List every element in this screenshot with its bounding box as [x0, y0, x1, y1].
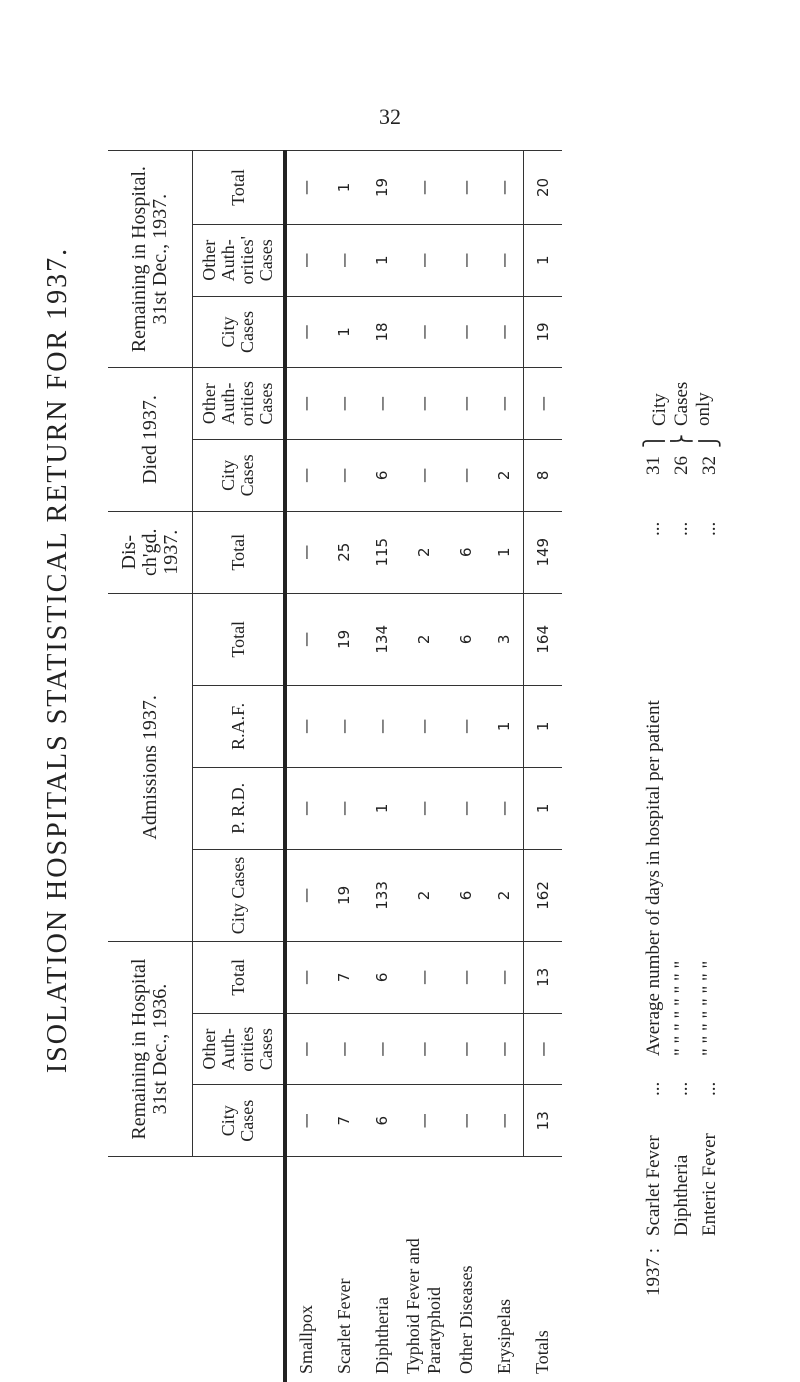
footnote-dots: ...	[671, 496, 693, 536]
footnote-disease: Scarlet Fever	[643, 1096, 665, 1236]
group-remaining-1936: Remaining in Hospital 31st Dec., 1936.	[108, 942, 193, 1157]
footnote-row	[668, 16, 696, 1336]
subhead-total-1936: Total	[193, 942, 286, 1014]
table-cell: 6	[363, 942, 401, 1014]
table-cell: 1	[363, 767, 401, 849]
table-cell: 6	[447, 511, 485, 593]
table-row	[447, 151, 485, 1382]
table-cell: —	[285, 296, 325, 368]
footnote-brace: ⎫	[643, 426, 666, 456]
row-label: Scarlet Fever	[325, 1157, 363, 1382]
table-cell: —	[285, 849, 325, 941]
table-cell: 1	[485, 685, 524, 767]
table-cell: —	[285, 593, 325, 685]
table-cell: —	[447, 368, 485, 440]
table-cell: —	[485, 151, 524, 225]
footnote-dots: ...	[671, 1056, 693, 1096]
table-row	[524, 151, 563, 1382]
subhead-other-rem: Other Auth- orities' Cases	[193, 224, 286, 296]
table-cell: 18	[363, 296, 401, 368]
footnote-year: 1937 :	[643, 1236, 665, 1296]
table-cell: 1	[524, 767, 563, 849]
table-cell: —	[325, 767, 363, 849]
row-label-header	[108, 1157, 285, 1382]
table-cell: —	[285, 767, 325, 849]
page-number: 32	[360, 104, 420, 130]
table-cell: —	[485, 224, 524, 296]
table-cell: 6	[363, 1085, 401, 1157]
table-cell: 2	[401, 511, 447, 593]
table-cell: 2	[401, 849, 447, 941]
table-cell: 1	[363, 224, 401, 296]
table-cell: 1	[485, 511, 524, 593]
table-cell: —	[401, 767, 447, 849]
table-cell: 19	[325, 593, 363, 685]
table-cell: —	[285, 224, 325, 296]
table-cell: —	[485, 942, 524, 1014]
table-cell: —	[447, 1013, 485, 1085]
table-cell: —	[447, 767, 485, 849]
table-cell: —	[363, 1013, 401, 1085]
footnote-dots: ...	[643, 1056, 665, 1096]
footnote-dots: ...	[643, 496, 665, 536]
table-cell: 13	[524, 942, 563, 1014]
footnote-row	[640, 16, 668, 1336]
footnote-value: 32	[699, 456, 721, 496]
table-cell: 115	[363, 511, 401, 593]
subhead-prd: P. R.D.	[193, 767, 286, 849]
subhead-city-cases-adm: City Cases	[193, 849, 286, 941]
footnote-disease: Diphtheria	[671, 1096, 693, 1236]
table-cell: —	[401, 368, 447, 440]
table-cell: —	[447, 685, 485, 767]
table-cell: —	[285, 942, 325, 1014]
table-cell: 6	[447, 593, 485, 685]
group-discharged: Dis-ch'gd. 1937.	[108, 511, 193, 593]
row-label: Erysipelas	[485, 1157, 524, 1382]
table-row	[363, 151, 401, 1382]
table-row	[325, 151, 363, 1382]
table-cell: —	[447, 296, 485, 368]
table-cell: —	[285, 511, 325, 593]
table-cell: 1	[325, 151, 363, 225]
table-cell: 13	[524, 1085, 563, 1157]
group-admissions: Admissions 1937.	[108, 593, 193, 941]
subhead-total-rem: Total	[193, 151, 286, 225]
row-label: Diphtheria	[363, 1157, 401, 1382]
subhead-raf: R.A.F.	[193, 685, 286, 767]
table-cell: —	[285, 151, 325, 225]
row-label: Totals	[524, 1157, 563, 1382]
table-cell: —	[485, 1085, 524, 1157]
table-cell: —	[285, 440, 325, 512]
table-cell: —	[325, 1013, 363, 1085]
footnote-row	[696, 16, 724, 1336]
subhead-other-auth-1936: Other Auth- orities Cases	[193, 1013, 286, 1085]
footnote-text: " " " " " " " "	[671, 536, 693, 1056]
group-remaining-1937: Remaining in Hospital. 31st Dec., 1937.	[108, 151, 193, 368]
footnote-dots: ...	[699, 496, 721, 536]
table-cell: 2	[401, 593, 447, 685]
table-row	[401, 151, 447, 1382]
subhead-total-adm: Total	[193, 593, 286, 685]
table-cell: —	[485, 767, 524, 849]
subhead-city-cases-1936: City Cases	[193, 1085, 286, 1157]
subhead-city-died: City Cases	[193, 440, 286, 512]
table-cell: —	[447, 1085, 485, 1157]
footnote-suffix: City Cases only	[649, 346, 715, 426]
footnote-disease: Enteric Fever	[699, 1096, 721, 1236]
table-cell: —	[447, 440, 485, 512]
footnote-value: 31	[643, 456, 665, 496]
return-table	[108, 150, 562, 1382]
table-cell: —	[401, 685, 447, 767]
table-cell: —	[447, 224, 485, 296]
table-cell: 19	[524, 296, 563, 368]
table-cell: 7	[325, 942, 363, 1014]
table-cell: —	[363, 685, 401, 767]
table-cell: 6	[447, 849, 485, 941]
footnote	[640, 16, 770, 1336]
table-cell: —	[524, 368, 563, 440]
table-cell: —	[285, 1085, 325, 1157]
table-cell: —	[285, 1013, 325, 1085]
table-cell: —	[485, 368, 524, 440]
subhead-total-dis: Total	[193, 511, 286, 593]
table-cell: 162	[524, 849, 563, 941]
table-cell: 6	[363, 440, 401, 512]
table-cell: —	[325, 685, 363, 767]
table-cell: 1	[325, 296, 363, 368]
subhead-city-rem: City Cases	[193, 296, 286, 368]
row-label: Other Diseases	[447, 1157, 485, 1382]
table-cell: —	[325, 440, 363, 512]
footnote-text: " " " " " " " "	[699, 536, 721, 1056]
table-cell: 1	[524, 224, 563, 296]
table-cell: 164	[524, 593, 563, 685]
table-row	[285, 151, 325, 1382]
row-label: Smallpox	[285, 1157, 325, 1382]
table-cell: 1	[524, 685, 563, 767]
table-cell: 19	[363, 151, 401, 225]
table-cell: —	[447, 151, 485, 225]
table-cell: 8	[524, 440, 563, 512]
footnote-brace: ⎬	[671, 426, 694, 456]
table-cell: —	[325, 224, 363, 296]
row-label: Typhoid Fever and Paratyphoid	[401, 1157, 447, 1382]
group-died: Died 1937.	[108, 368, 193, 511]
table-cell: —	[401, 1085, 447, 1157]
table-cell: 2	[485, 440, 524, 512]
table-cell: —	[285, 685, 325, 767]
page-title: ISOLATION HOSPITALS STATISTICAL RETURN FOR 1937.	[30, 0, 86, 1320]
table-cell: 3	[485, 593, 524, 685]
table-cell: —	[485, 296, 524, 368]
table-body	[285, 151, 562, 1382]
footnote-brace: ⎭	[699, 426, 722, 456]
subhead-other-died: Other Auth- orities Cases	[193, 368, 286, 440]
table-cell: —	[485, 1013, 524, 1085]
table-row	[485, 151, 524, 1382]
footnote-text: Average number of days in hospital per patient	[643, 536, 665, 1056]
table-cell: —	[401, 296, 447, 368]
table-cell: —	[363, 368, 401, 440]
table-cell: —	[285, 368, 325, 440]
table-cell: —	[401, 440, 447, 512]
table-cell: 2	[485, 849, 524, 941]
table-cell: —	[401, 151, 447, 225]
table-cell: 7	[325, 1085, 363, 1157]
table-cell: 133	[363, 849, 401, 941]
footnote-value: 26	[671, 456, 693, 496]
table-cell: —	[524, 1013, 563, 1085]
footnote-dots: ...	[699, 1056, 721, 1096]
table-cell: —	[325, 368, 363, 440]
table-cell: —	[401, 942, 447, 1014]
table-cell: —	[401, 1013, 447, 1085]
table-cell: —	[401, 224, 447, 296]
table-cell: 134	[363, 593, 401, 685]
statistical-table	[108, 150, 616, 1382]
table-cell: 149	[524, 511, 563, 593]
table-cell: 19	[325, 849, 363, 941]
table-cell: —	[447, 942, 485, 1014]
table-cell: 20	[524, 151, 563, 225]
table-cell: 25	[325, 511, 363, 593]
